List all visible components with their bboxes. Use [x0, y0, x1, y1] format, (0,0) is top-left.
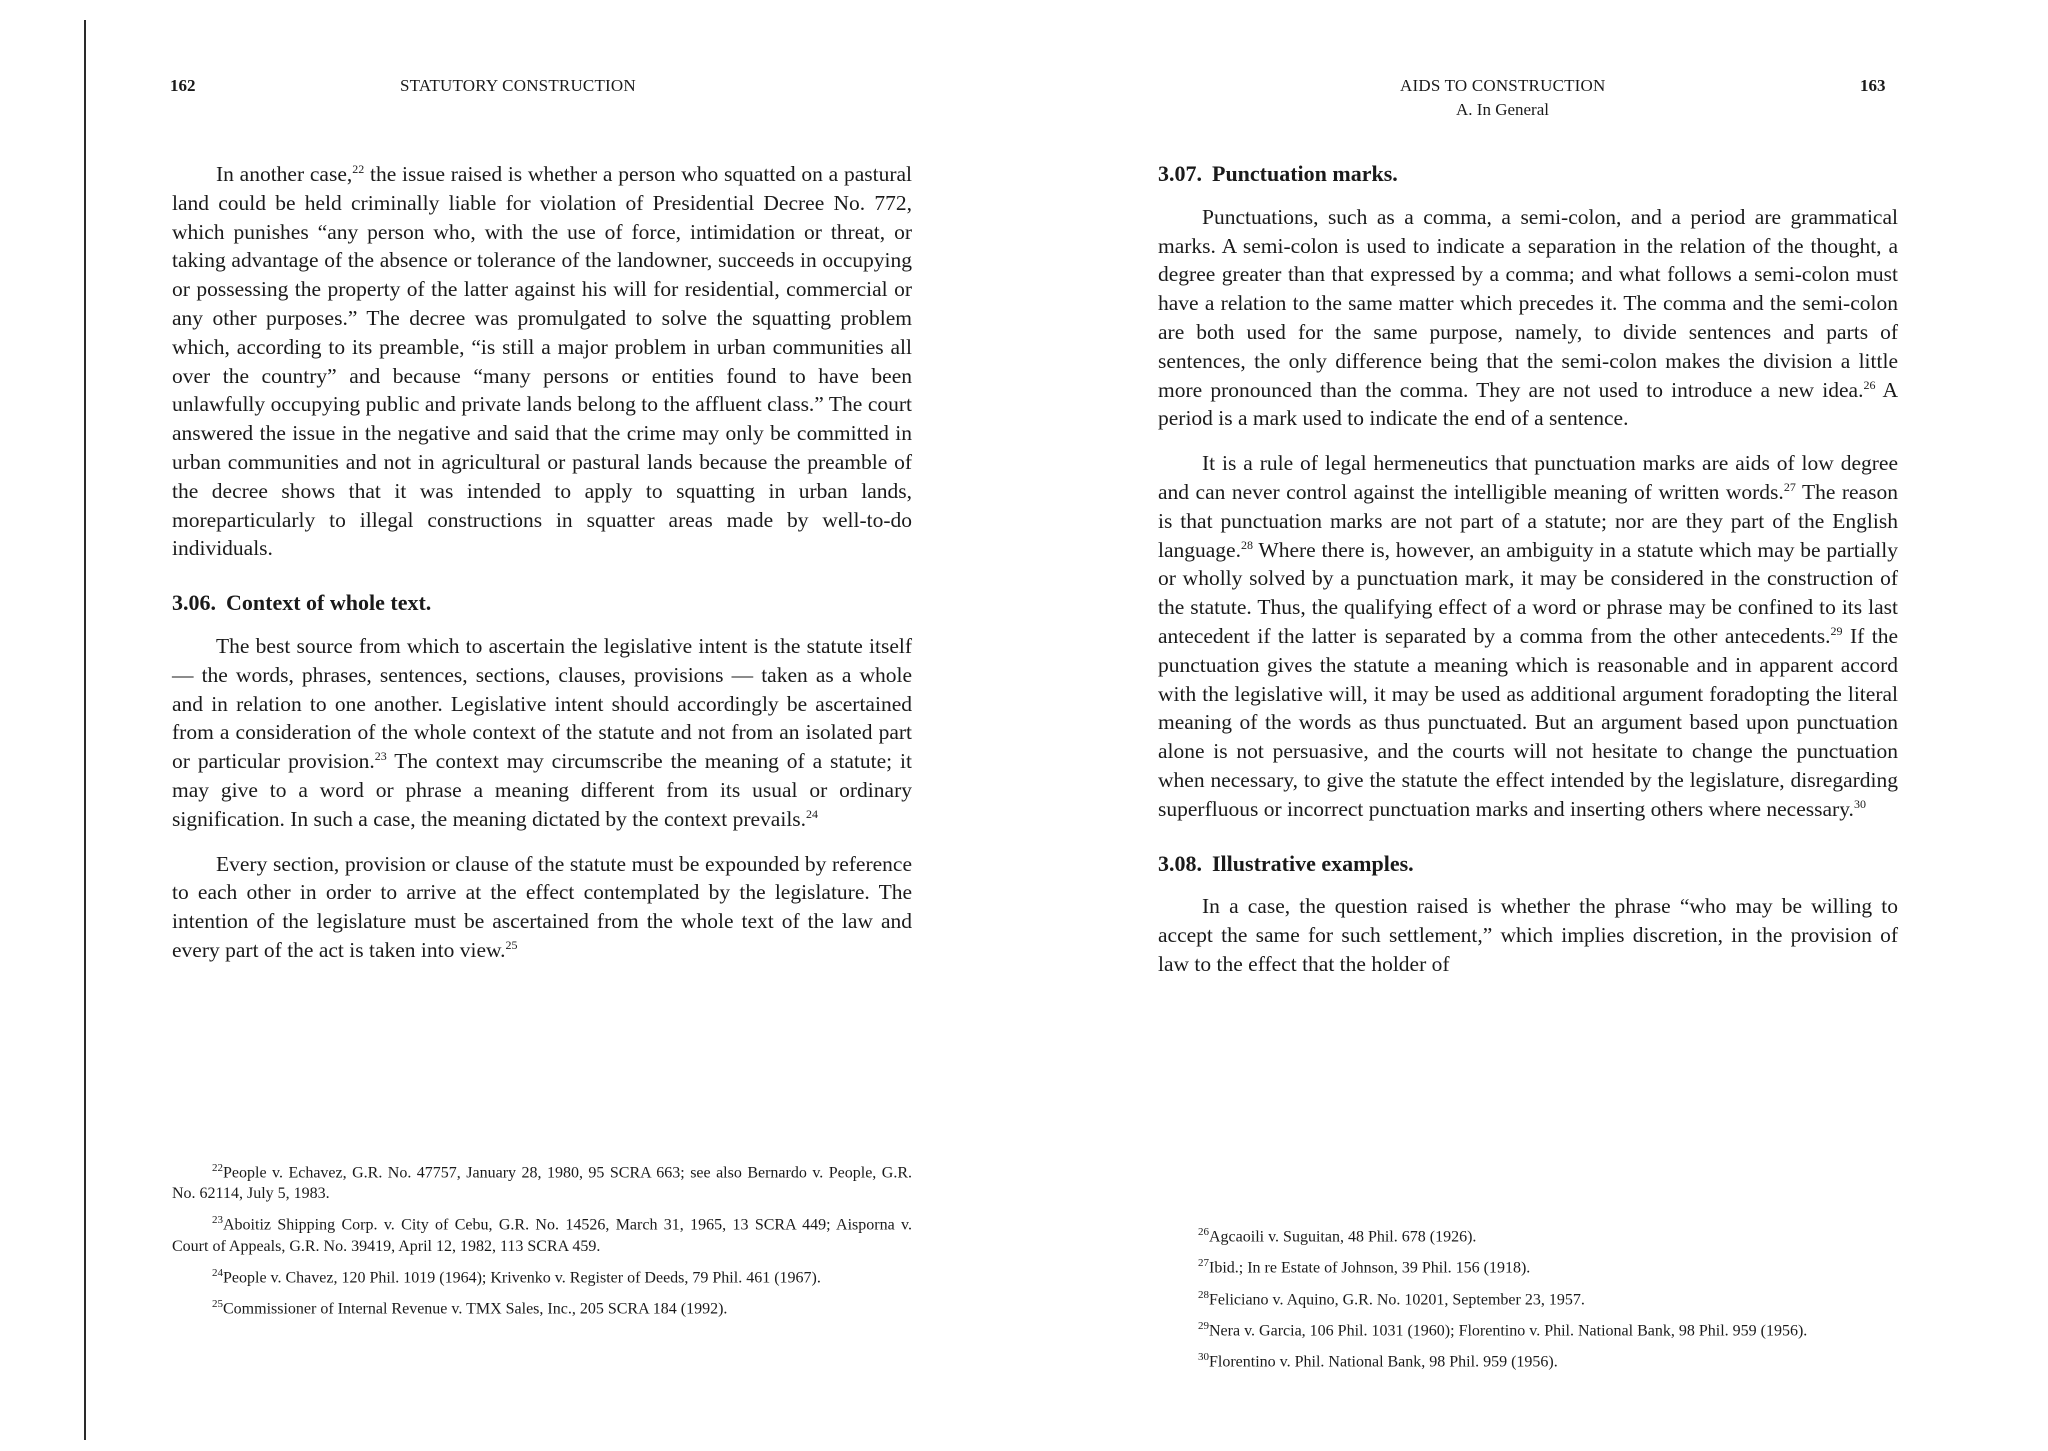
left-footnotes: [172, 1158, 912, 1325]
right-page-body: [1158, 160, 1898, 995]
footnote-ref[interactable]: 28: [1240, 537, 1253, 552]
section-title: Punctuation marks.: [1212, 161, 1398, 186]
footnote-ref[interactable]: 29: [1830, 623, 1843, 638]
section-number: 3.06.: [172, 590, 216, 616]
footnote: $^{25}$Commissioner of Internal Revenue v. TMX Sales, Inc., 205 SCRA 184 (1992).: [212, 1297, 728, 1318]
section-heading: [1158, 160, 1898, 189]
section-heading: [1158, 850, 1898, 879]
footnote: $^{22}$People v. Echavez, G.R. No. 47757, January 28, 1980, 95 SCRA 663; see also Bernardo v. People, G.R. No. 62114, July 5, 1983.: [172, 1162, 912, 1203]
running-header-subtitle: A. In General: [1456, 100, 1549, 119]
footnote: $^{27}$Ibid.; In re Estate of Johnson, 39 Phil. 156 (1918).: [1198, 1257, 1531, 1277]
footnote-ref[interactable]: 22: [352, 161, 365, 176]
section-number: 3.07.: [1158, 161, 1202, 186]
page-binding-line: [84, 20, 86, 1440]
page-number: 162: [170, 76, 196, 95]
paragraph: In another case,$^{22}$ the issue raised is whether a person who squatted on a pastural land could be held criminally liable for violation of Presidential Decree No. 772, which punishes “any person who, with the use of force, intimidation or threat, or taking advantage of the absence or tolerance of the landowner, succeeds in occupying or possessing the property of the latter against his will for residential, commercial or any other purposes.” The decree was promulgated to solve the squatting problem which, according to its preamble, “is still a major problem in urban communities all over the country” and because “many persons or entities found to have been unlawfully occupying public and private lands belong to the affluent class.” The court answered the issue in the negative and said that the crime may only be committed in urban communities and not in agricultural or pastural lands because the preamble of the decree shows that it was intended to apply to squatting in urban lands, moreparticularly to illegal constructions in squatter areas made by well-to-do individuals.: [172, 161, 913, 561]
right-page-header: [1140, 76, 1900, 119]
left-page-body: [172, 160, 912, 981]
footnote-ref[interactable]: 27: [1783, 479, 1796, 494]
footnote: $^{28}$Feliciano v. Aquino, G.R. No. 10201, September 23, 1957.: [1198, 1288, 1585, 1308]
page-number: 163: [1860, 76, 1886, 95]
footnote-ref[interactable]: 25: [505, 937, 518, 952]
footnote: $^{24}$People v. Chavez, 120 Phil. 1019 (1964); Krivenko v. Register of Deeds, 79 Phil. 461 (1967).: [212, 1266, 821, 1286]
footnote-ref[interactable]: 30: [1853, 796, 1866, 811]
footnote: $^{29}$Nera v. Garcia, 106 Phil. 1031 (1960); Florentino v. Phil. National Bank, 98 Phil. 959 (1956).: [1198, 1319, 1808, 1340]
footnote: $^{23}$Aboitiz Shipping Corp. v. City of Cebu, G.R. No. 14526, March 31, 1965, 13 SCRA 449; Aisporna v. Court of Appeals, G.R. No. 39419, April 12, 1982, 113 SCRA 459.: [172, 1214, 912, 1255]
section-title: Illustrative examples.: [1212, 850, 1414, 876]
paragraph: It is a rule of legal hermeneutics that punctuation marks are aids of low degree and can never control against the intelligible meaning of written words.$^{27}$ The reason is that punctuation marks are not part of a statute; nor are they part of the English language.$^{28}$ Where there is, however, an ambiguity in a statute which may be partially or wholly solved by a punctuation mark, it may be considered in the construction of the statute. Thus, the qualifying effect of a word or phrase may be confined to its last antecedent if the latter is separated by a comma from the other antecedents.$^{29}$ If the punctuation gives the statute a meaning which is reasonable and in apparent accord with the legislative will, it may be used as additional argument foradopting the literal meaning of the words as thus punctuated. But an argument based upon punctuation alone is not persuasive, and the courts will not hesitate to change the punctuation when necessary, to give the statute the effect intended by the legislature, disregarding superfluous or incorrect punctuation marks and inserting others where necessary.$^{30}$: [1158, 451, 1899, 821]
left-page-header: [150, 76, 910, 106]
section-number: 3.08.: [1158, 850, 1202, 876]
running-header-title: STATUTORY CONSTRUCTION: [400, 76, 636, 95]
footnote: $^{30}$Florentino v. Phil. National Bank, 98 Phil. 959 (1956).: [1198, 1351, 1558, 1371]
paragraph: In a case, the question raised is whether the phrase “who may be willing to accept the same for such settlement,” which implies discretion, in the provision of law to the effect that the holder of: [1158, 894, 1898, 976]
right-footnotes: [1158, 1222, 1898, 1379]
footnote: $^{26}$Agcaoili v. Suguitan, 48 Phil. 678 (1926).: [1198, 1226, 1477, 1246]
section-title: Context of whole text.: [226, 590, 432, 616]
section-heading: [172, 589, 912, 618]
footnote-ref[interactable]: 24: [806, 806, 819, 821]
footnote-ref[interactable]: 26: [1863, 377, 1876, 392]
running-header-title: AIDS TO CONSTRUCTION: [1400, 76, 1606, 95]
paragraph: Punctuations, such as a comma, a semi-colon, and a period are grammatical marks. A semi-colon is used to indicate a separation in the relation of the thought, a degree greater than that expressed by a comma; and what follows a semi-colon must have a relation to the same matter which precedes it. The comma and the semi-colon are both used for the same purpose, namely, to divide sentences and parts of sentences, the only difference being that the semi-colon makes the division a little more pronounced than the comma. They are not used to introduce a new idea.$^{26}$ A period is a mark used to indicate the end of a sentence.: [1158, 204, 1898, 431]
paragraph: The best source from which to ascertain the legislative intent is the statute itself — the words, phrases, sentences, sections, clauses, provisions — taken as a whole and in relation to one another. Legislative intent should accordingly be ascertained from a consideration of the whole context of the statute and not from an isolated part or particular provision.$^{23}$ The context may circumscribe the meaning of a statute; it may give to a word or phrase a meaning different from its usual or ordinary signification. In such a case, the meaning dictated by the context prevails.$^{24}$: [172, 633, 912, 831]
paragraph: Every section, provision or clause of the statute must be expounded by reference to each other in order to arrive at the effect contemplated by the legislature. The intention of the legislature must be ascertained from the whole text of the law and every part of the act is taken into view.$^{25}$: [172, 851, 912, 962]
footnote-ref[interactable]: 23: [374, 748, 387, 763]
